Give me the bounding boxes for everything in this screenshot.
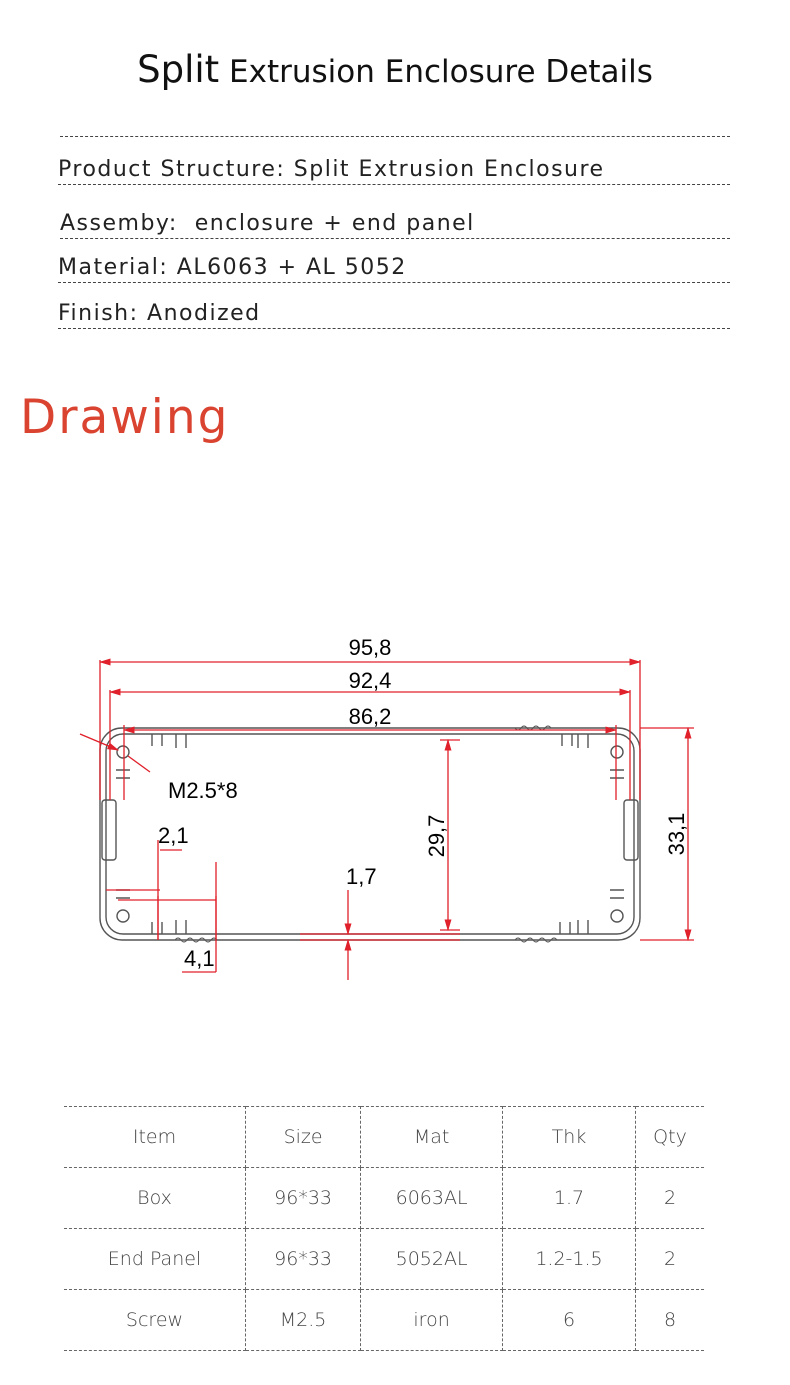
spec-value: AL6063 + AL 5052: [176, 255, 407, 280]
dim-slot: 4,1: [184, 946, 215, 971]
page-title: [0, 48, 790, 91]
dim-inner-width: 86,2: [348, 704, 392, 729]
spec-label: Product Structure:: [58, 157, 286, 182]
table-cell: End Panel: [64, 1229, 246, 1290]
table-row: [64, 1229, 704, 1290]
title-rest: Extrusion Enclosure Details: [229, 54, 653, 90]
table-header-cell: Thk: [502, 1107, 635, 1168]
title-emphasis: Split: [137, 48, 220, 91]
spec-divider-top: [60, 136, 730, 137]
table-header-cell: Size: [246, 1107, 361, 1168]
drawing-heading: Drawing: [20, 390, 230, 445]
table-cell: M2.5: [246, 1290, 361, 1351]
table-cell: 2: [636, 1168, 704, 1229]
table-cell: iron: [361, 1290, 503, 1351]
dim-mid-width: 92,4: [348, 668, 392, 693]
spec-row-finish: [58, 300, 730, 329]
spec-value: Anodized: [147, 301, 261, 326]
spec-row-assembly: [60, 210, 730, 239]
table-cell: 1.2-1.5: [502, 1229, 635, 1290]
table-cell: Screw: [64, 1290, 246, 1351]
table-header-cell: Item: [64, 1107, 246, 1168]
technical-drawing: [0, 600, 790, 1000]
table-header-row: [64, 1107, 704, 1168]
dim-wall-b: 1,7: [346, 864, 377, 889]
table-cell: 96*33: [246, 1229, 361, 1290]
table-cell: 2: [636, 1229, 704, 1290]
table-cell: 5052AL: [361, 1229, 503, 1290]
spec-row-material: [58, 254, 730, 283]
table-header-cell: Qty: [636, 1107, 704, 1168]
table-row: [64, 1168, 704, 1229]
table-cell: 6063AL: [361, 1168, 503, 1229]
spec-label: Material:: [58, 255, 169, 280]
table-cell: 1.7: [502, 1168, 635, 1229]
parts-table: [64, 1106, 704, 1351]
dim-screw: M2.5*8: [168, 778, 238, 803]
spec-label: Finish:: [58, 301, 139, 326]
table-header-cell: Mat: [361, 1107, 503, 1168]
spec-value: enclosure + end panel: [194, 211, 475, 236]
dim-wall-a: 2,1: [158, 823, 189, 848]
table-cell: 8: [636, 1290, 704, 1351]
spec-value: Split Extrusion Enclosure: [293, 157, 605, 182]
table-row: [64, 1290, 704, 1351]
dim-outer-height: 33,1: [664, 812, 689, 856]
table-cell: Box: [64, 1168, 246, 1229]
dim-inner-height: 29,7: [424, 814, 449, 858]
dim-outer-width: 95,8: [348, 635, 392, 660]
table-cell: 6: [502, 1290, 635, 1351]
spec-label: Assemby:: [60, 211, 178, 236]
spec-row-structure: [58, 156, 730, 185]
table-cell: 96*33: [246, 1168, 361, 1229]
